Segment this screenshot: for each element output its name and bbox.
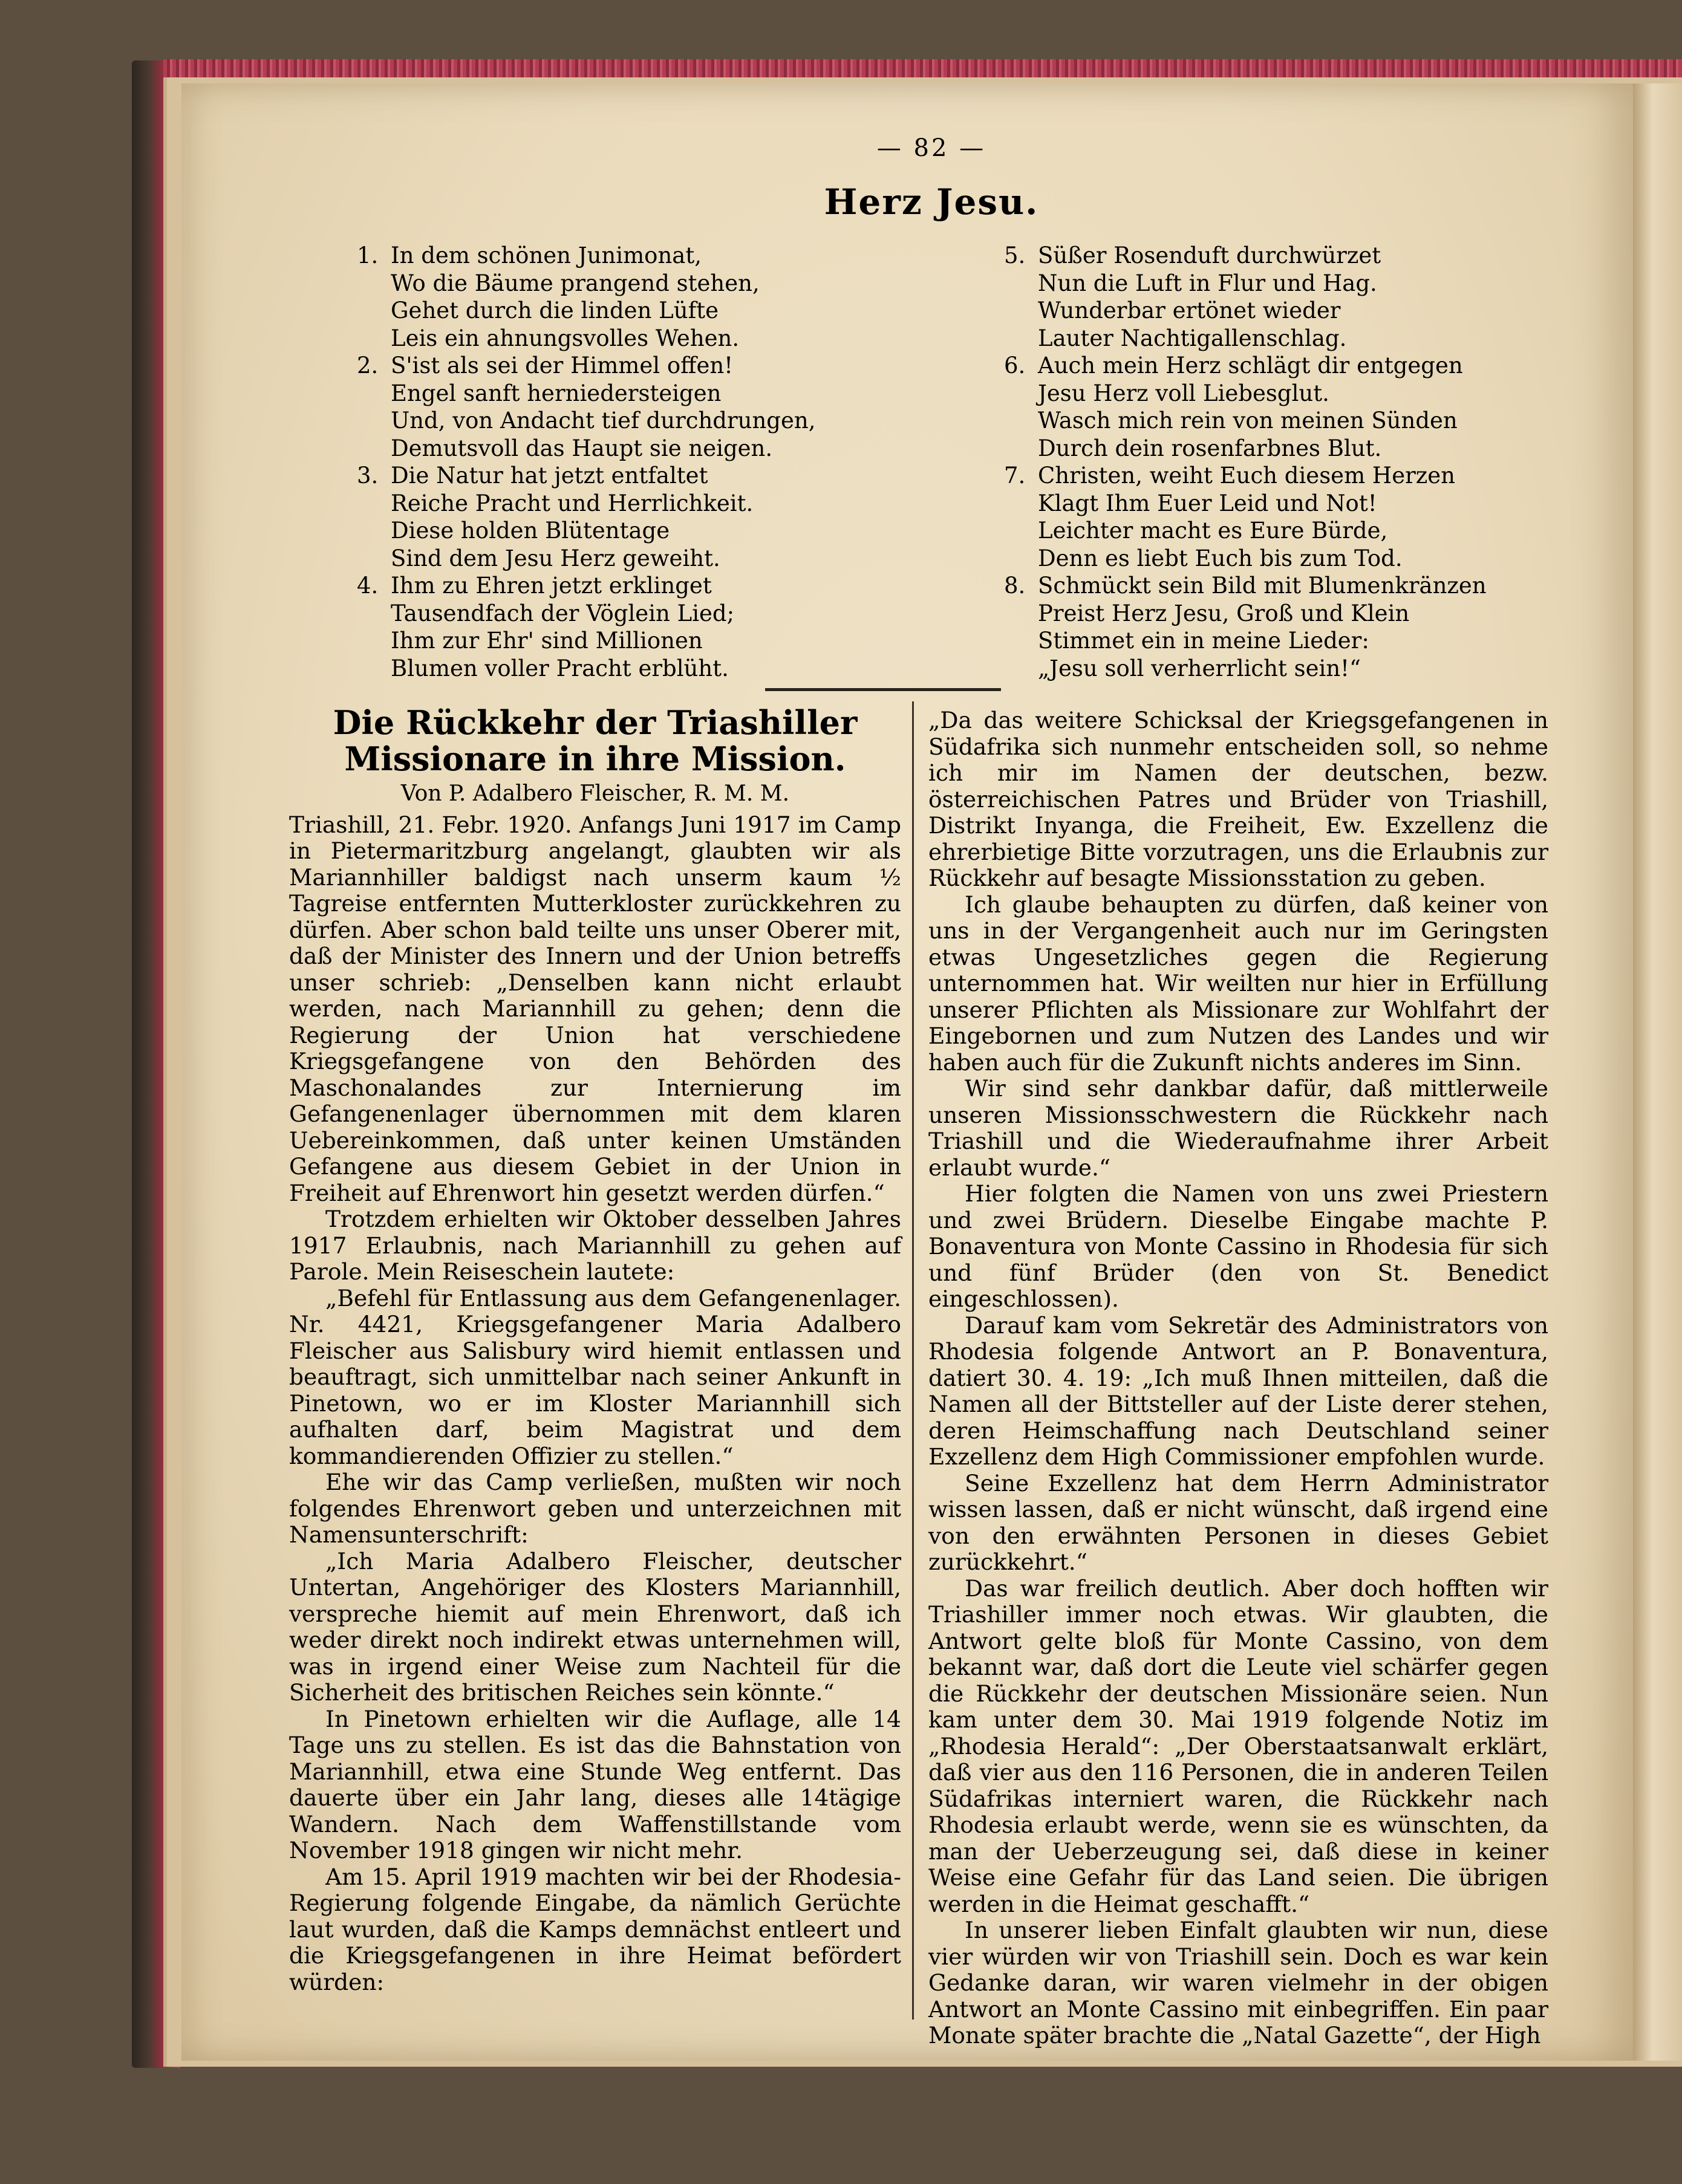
verse: In dem schönen Junimonat, [391,242,702,268]
paragraph: Trotzdem erhielten wir Oktober desselben Jahres 1917 Erlaubnis, nach Mariannhill zu gehen auf Parole. Mein Reiseschein lautete: [289,1206,901,1285]
verse: S'ist als sei der Himmel offen! [391,353,734,379]
stanza-number: 8. [1004,573,1026,599]
poem-line: Diese holden Blütentage [391,518,670,544]
poem-line: Preist Herz Jesu, Groß und Klein [1038,600,1410,626]
poem-line: Wasch mich rein von meinen Sünden [1038,408,1458,434]
poem-line [357,462,841,490]
paragraph: Am 15. April 1919 machten wir bei der Rhodesia-Regierung folgende Eingabe, da nämlich Gerüchte laut wurden, daß die Kamps demnächst entleert und die Kriegsgefangenen in ihre Heimat befördert würden: [289,1863,901,1995]
poem-line [1004,242,1585,270]
poem-line: Blumen voller Pracht erblüht. [391,655,729,681]
poem-line: Sind dem Jesu Herz geweiht. [391,545,720,571]
poem-line: Klagt Ihm Euer Leid und Not! [1038,490,1377,516]
poem-line [1004,462,1585,490]
poem-column-right [1004,242,1585,682]
paragraph: In unserer lieben Einfalt glaubten wir nun, diese vier würden wir von Triashill sein. Doch es war kein Gedanke daran, wir waren vielmehr in der obigen Antwort an Monte Cassino mit einbegriffen. Ein paar Monate später brachte die „Natal Gazette“, der High [928,1917,1548,2049]
stanza-number: 4. [357,573,379,599]
poem-line: Leichter macht es Eure Bürde, [1038,518,1388,544]
poem-line: Stimmet ein in meine Lieder: [1038,628,1369,654]
stanza-number: 2. [357,353,379,379]
paragraph: Wir sind sehr dankbar dafür, daß mittlerweile unseren Missionsschwestern die Rückkehr nach Triashill und die Wiederaufnahme ihrer Arbeit erlaubt wurde.“ [928,1075,1548,1181]
poem-line: Tausendfach der Vöglein Lied; [391,600,735,626]
poem-line [357,352,841,380]
poem-line [1004,572,1585,600]
poem-line: Und, von Andacht tief durchdrungen, [391,408,816,434]
section-divider [765,688,1001,691]
verse: Die Natur hat jetzt entfaltet [391,463,708,489]
verse: Ihm zu Ehren jetzt erklinget [391,573,712,599]
poem-line: Lauter Nachtigallenschlag. [1038,325,1347,351]
poem-line: „Jesu soll verherrlicht sein!“ [1038,655,1361,681]
verse: Christen, weiht Euch diesem Herzen [1038,463,1455,489]
stanza-number: 1. [357,242,379,268]
verse: Süßer Rosenduft durchwürzet [1038,242,1381,268]
paragraph: Das war freilich deutlich. Aber doch hofften wir Triashiller immer noch etwas. Wir glaubten, die Antwort gelte bloß für Monte Cassino, von dem bekannt war, daß dort die Leute viel schärfer gegen die Rückkehr der deutschen Missionäre seien. Nun kam unter dem 30. Mai 1919 folgende Notiz im „Rhodesia Herald“: „Der Oberstaatsanwalt erklärt, daß vier aus den 116 Personen, die in anderen Teilen Südafrikas interniert waren, die Rückkehr nach Rhodesia erlaubt werde, wenn sie es wünschten, da man der Ueberzeugung sei, daß diese in keiner Weise eine Gefahr für das Land seien. Die übrigen werden in die Heimat geschafft.“ [928,1575,1548,1917]
poem-line: Reiche Pracht und Herrlichkeit. [391,490,754,516]
stanza-number: 7. [1004,463,1026,489]
poem-line: Wunderbar ertönet wieder [1038,297,1341,323]
verse: Auch mein Herz schlägt dir entgegen [1038,353,1463,379]
poem-line [357,572,841,600]
paragraph: Ich glaube behaupten zu dürfen, daß keiner von uns in der Vergangenheit auch nur im Geringsten etwas Ungesetzliches gegen die Regierung unternommen hat. Wir weilten nur hier in Erfüllung unserer Pflichten als Missionare zur Wohlfahrt der Eingebornen und zum Nutzen des Landes und wir haben auch für die Zukunft nichts anderes im Sinn. [928,891,1548,1076]
paragraph: Darauf kam vom Sekretär des Administrators von Rhodesia folgende Antwort an P. Bonaventura, datiert 30. 4. 19: „Ich muß Ihnen mitteilen, daß die Namen all der Bittsteller auf der Liste derer stehen, deren Heimschaffung nach Deutschland seiner Exzellenz dem High Commissioner empfohlen wurde. [928,1311,1548,1470]
verse: Schmückt sein Bild mit Blumenkränzen [1038,573,1487,599]
poem-line: Durch dein rosenfarbnes Blut. [1038,435,1382,461]
stanza-number: 5. [1004,242,1026,268]
paragraph: „Ich Maria Adalbero Fleischer, deutscher Untertan, Angehöriger des Klosters Mariannhill, verspreche hiemit auf mein Ehrenwort, daß ich weder direkt noch indirekt etwas unternehmen will, was in irgend einer Weise zum Nachteil für die Sicherheit des britischen Reiches sein könnte.“ [289,1547,901,1706]
paragraph: Triashill, 21. Febr. 1920. Anfangs Juni 1917 im Camp in Pietermaritzburg angelangt, glaubten wir als Mariannhiller baldigst nach unserm kaum ½ Tagreise entfernten Mutterkloster zurückkehren zu dürfen. Aber schon bald teilte uns unser Oberer mit, daß der Minister des Innern und der Union betreffs unser schrieb: „Denselben kann nicht erlaubt werden, nach Mariannhill zu gehen; denn die Regierung der Union hat verschiedene Kriegsgefangene von den Behörden des Maschonalandes zur Internierung im Gefangenenlager übernommen mit dem klaren Uebereinkommen, daß unter keinen Umständen Gefangene aus diesem Gebiet in der Union in Freiheit auf Ehrenwort hin gesetzt werden dürfen.“ [289,811,901,1206]
paragraph: „Befehl für Entlassung aus dem Gefangenenlager. Nr. 4421, Kriegsgefangener Maria Adalbero Fleischer aus Salisbury wird hiemit entlassen und beauftragt, sich unmittelbar nach seiner Ankunft in Pinetown, wo er im Kloster Mariannhill sich aufhalten darf, beim Magistrat und dem kommandierenden Offizier zu stellen.“ [289,1284,901,1469]
paragraph: „Da das weitere Schicksal der Kriegsgefangenen in Südafrika sich nunmehr entscheiden soll, so nehme ich mir im Namen der deutschen, bezw. österreichischen Patres und Brüder von Triashill, Distrikt Inyanga, die Freiheit, Ew. Exzellenz die ehrerbietige Bitte vorzutragen, uns die Erlaubnis zur Rückkehr auf besagte Missionsstation zu geben. [928,707,1548,891]
poem-line: Denn es liebt Euch bis zum Tod. [1038,545,1403,571]
poem-line: Gehet durch die linden Lüfte [391,297,719,323]
poem-line: Engel sanft herniedersteigen [391,380,722,406]
paragraph: Hier folgten die Namen von uns zwei Priestern und zwei Brüdern. Dieselbe Eingabe machte P. Bonaventura von Monte Cassino in Rhodesia für sich und fünf Brüder (den von St. Benedict eingeschlossen). [928,1180,1548,1312]
article-column-left [289,704,901,1995]
poem-column-left [357,242,841,682]
stanza-number: 6. [1004,353,1026,379]
poem-line [1004,352,1585,380]
paragraph: In Pinetown erhielten wir die Auflage, alle 14 Tage uns zu stellen. Es ist das die Bahnstation von Mariannhill, etwa eine Stunde Weg entfernt. Das dauerte über ein Jahr lang, dieses alle 14tägige Wandern. Nach dem Waffenstillstande vom November 1918 gingen wir nicht mehr. [289,1705,901,1864]
poem-line: Jesu Herz voll Liebesglut. [1038,380,1329,406]
poem-title: Herz Jesu. [824,181,1039,223]
page-number: — 82 — [876,134,986,162]
column-rule [912,701,914,2020]
paragraph: Ehe wir das Camp verließen, mußten wir noch folgendes Ehrenwort geben und unterzeichnen mit Namensunterschrift: [289,1469,901,1548]
poem-line: Leis ein ahnungsvolles Wehen. [391,325,740,351]
article-title: Die Rückkehr der Triashiller Missionare in ihre Mission. [333,703,858,778]
article-column-right [928,707,1548,2049]
paragraph: Seine Exzellenz hat dem Herrn Administrator wissen lassen, daß er nicht wünscht, daß irgend eine von den erwähnten Personen in dieses Gebiet zurückkehrt.“ [928,1469,1548,1575]
poem-line [357,242,841,270]
poem-line: Demutsvoll das Haupt sie neigen. [391,435,773,461]
poem-line: Nun die Luft in Flur und Hag. [1038,270,1377,296]
facing-page-edge [1633,83,1682,2061]
poem-line: Wo die Bäume prangend stehen, [391,270,760,296]
stanza-number: 3. [357,463,379,489]
article-byline: Von P. Adalbero Fleischer, R. M. M. [400,781,790,806]
poem-line: Ihm zur Ehr' sind Millionen [391,628,703,654]
